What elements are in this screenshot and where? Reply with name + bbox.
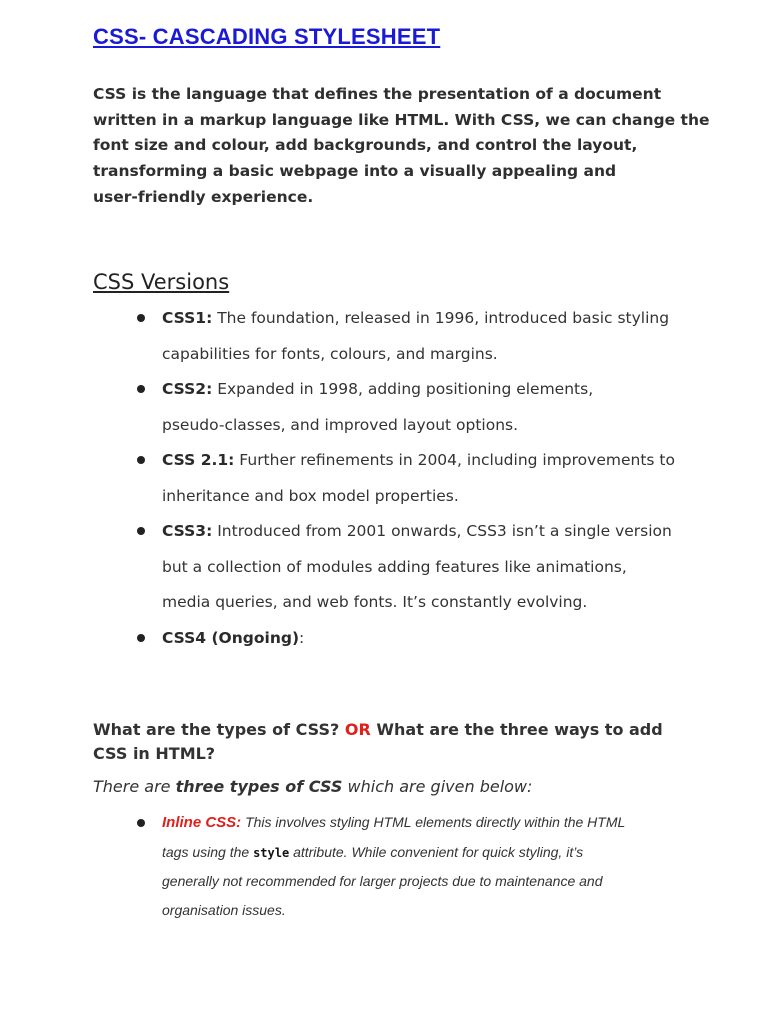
bullet-icon: [137, 819, 145, 827]
item-line: organisation issues.: [162, 901, 286, 918]
list-item: [0, 808, 768, 924]
version-label: CSS3:: [162, 522, 213, 540]
intro-line: font size and colour, add backgrounds, and control the layout,: [93, 136, 638, 155]
list-item: [0, 443, 768, 514]
question-part2: What are the three ways to add CSS in HTML?: [93, 720, 663, 763]
list-item: [0, 621, 768, 657]
code-keyword: style: [253, 845, 290, 860]
versions-heading: CSS Versions: [93, 270, 230, 294]
item-line: [0, 514, 768, 550]
version-text: Introduced from 2001 onwards, CSS3 isn’t a single version: [217, 522, 672, 540]
question-or: OR: [344, 720, 371, 739]
version-text: The foundation, released in 1996, introduced basic styling: [217, 309, 670, 327]
version-suffix: :: [299, 628, 305, 647]
type-text: tags using the: [162, 843, 250, 860]
list-item: [0, 372, 768, 443]
item-line: [0, 621, 768, 657]
item-line: but a collection of modules adding features like animations,: [162, 557, 627, 576]
types-intro-suffix: which are given below:: [347, 777, 533, 796]
item-line: [0, 372, 768, 408]
bullet-icon: [137, 314, 145, 322]
version-text: Expanded in 1998, adding positioning elements,: [217, 380, 594, 398]
version-label: CSS2:: [162, 380, 213, 398]
item-line: [0, 301, 768, 337]
types-intro-prefix: There are: [93, 777, 171, 796]
intro-line: written in a markup language like HTML. With CSS, we can change the: [93, 110, 710, 129]
intro-paragraph: [93, 82, 710, 211]
types-intro: [93, 777, 532, 796]
page-title: CSS- CASCADING STYLESHEET: [93, 24, 441, 49]
types-list: [0, 808, 768, 924]
type-text: This involves styling HTML elements directly within the HTML: [245, 814, 626, 830]
question-heading: [93, 718, 693, 766]
types-intro-bold: three types of CSS: [175, 777, 343, 796]
versions-list: [0, 301, 768, 656]
list-item: [0, 301, 768, 372]
list-item: [0, 514, 768, 621]
version-label: CSS 2.1:: [162, 451, 235, 469]
item-line: [0, 443, 768, 479]
version-label: CSS4 (Ongoing): [162, 628, 300, 647]
question-part1: What are the types of CSS?: [93, 720, 340, 739]
version-text: Further refinements in 2004, including improvements to: [239, 451, 675, 469]
bullet-icon: [137, 527, 145, 535]
item-line: media queries, and web fonts. It’s constantly evolving.: [162, 593, 588, 611]
item-line: [0, 838, 768, 868]
intro-line: user-friendly experience.: [93, 187, 314, 206]
bullet-icon: [137, 456, 145, 464]
intro-line: transforming a basic webpage into a visually appealing and: [93, 162, 617, 181]
item-line: inheritance and box model properties.: [162, 486, 459, 505]
intro-line: CSS is the language that defines the presentation of a document: [93, 85, 662, 103]
item-line: generally not recommended for larger projects due to maintenance and: [162, 873, 603, 889]
item-line: capabilities for fonts, colours, and margins.: [162, 344, 498, 363]
version-label: CSS1:: [162, 309, 213, 327]
bullet-icon: [137, 634, 145, 642]
item-line: [0, 808, 768, 838]
item-line: pseudo-classes, and improved layout options.: [162, 415, 519, 434]
bullet-icon: [137, 385, 145, 393]
type-term: Inline CSS:: [162, 814, 242, 831]
type-text: attribute. While convenient for quick styling, it’s: [293, 843, 584, 860]
